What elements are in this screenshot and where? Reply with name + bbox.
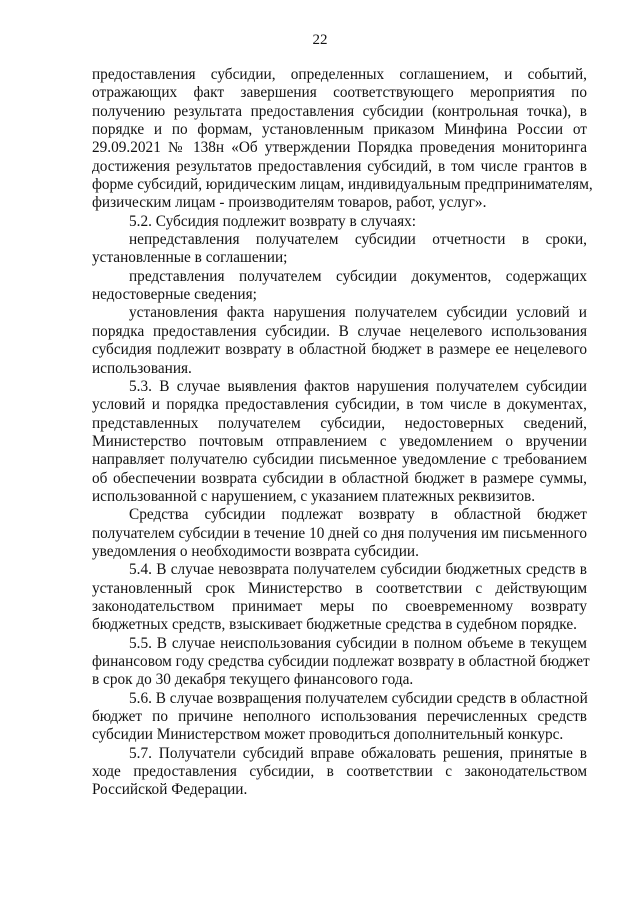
text-line: об обеспечении возврата субсидии в областной бюджет в размере суммы, [92, 469, 587, 487]
text-line: 5.2. Субсидия подлежит возврату в случаях: [129, 212, 417, 230]
text-line: Министерство почтовым отправлением с уведомлением о вручении [92, 432, 587, 450]
text-line: направляет получателю субсидии письменное уведомление с требованием [92, 451, 587, 469]
text-line: 5.4. В случае невозврата получателем субсидии бюджетных средств в [129, 561, 587, 579]
text-line: субсидии Министерством может проводиться дополнительный конкурс. [92, 726, 564, 744]
text-line: установленные в соглашении; [92, 249, 288, 267]
text-line: бюджетных средств, взыскивает бюджетные средства в судебном порядке. [92, 616, 577, 634]
text-line: получателем субсидии в течение 10 дней со дня получения им письменного [92, 524, 587, 542]
text-line: использования. [92, 359, 192, 377]
text-line: 29.09.2021 № 138н «Об утверждении Порядка проведения мониторинга [92, 139, 587, 157]
text-line: финансовом году средства субсидии подлежат возврату в областной бюджет [92, 653, 590, 670]
text-line: представления получателем субсидии документов, содержащих [129, 267, 587, 285]
text-line: условий и порядка предоставления субсидии, в том числе в документах, [92, 396, 587, 414]
text-line: субсидия подлежит возврату в областной бюджет в размере ее нецелевого [92, 341, 587, 359]
document-text [92, 66, 593, 800]
text-line: представленных получателем субсидии, недостоверных сведений, [92, 414, 587, 432]
text-line: порядке и по формам, установленным приказом Минфина России от [92, 121, 587, 139]
text-line: получению результата предоставления субсидии (контрольная точка), в [92, 102, 587, 120]
text-line: Российской Федерации. [92, 781, 248, 799]
text-line: непредставления получателем субсидии отчетности в сроки, [129, 231, 587, 249]
text-line: форме субсидий, юридическим лицам, индивидуальным предпринимателям, [92, 176, 593, 194]
text-line: порядка предоставления субсидии. В случае нецелевого использования [92, 322, 587, 340]
text-line: 5.7. Получатели субсидий вправе обжаловать решения, принятые в [129, 744, 587, 762]
text-line: уведомления о необходимости возврата субсидии. [92, 542, 419, 560]
text-line: 5.6. В случае возвращения получателем субсидии средств в областной [129, 689, 588, 707]
page-number: 22 [312, 32, 328, 48]
text-line: использованной с нарушением, с указанием платежных реквизитов. [92, 487, 536, 505]
text-line: отражающих факт завершения соответствующего мероприятия по [92, 84, 587, 102]
text-line: законодательством принимает меры по своевременному возврату [92, 597, 587, 615]
text-line: 5.5. В случае неиспользования субсидии в полном объеме в текущем [129, 634, 587, 652]
text-line: 5.3. В случае выявления фактов нарушения получателем субсидии [129, 377, 587, 395]
text-line: физическим лицам - производителям товаров, работ, услуг». [92, 194, 487, 212]
text-line: предоставления субсидии, определенных соглашением, и событий, [92, 66, 587, 83]
text-line: установления факта нарушения получателем субсидии условий и [129, 304, 587, 322]
text-line: установленный срок Министерство в соответствии с действующим [92, 579, 587, 597]
text-line: Средства субсидии подлежат возврату в областной бюджет [129, 506, 587, 524]
text-line: ходе предоставления субсидии, в соответствии с законодательством [92, 763, 587, 781]
text-line: бюджет по причине неполного использования перечисленных средств [92, 708, 587, 726]
text-line: недостоверные сведения; [92, 286, 257, 304]
text-line: достижения результатов предоставления субсидий, в том числе грантов в [92, 157, 587, 175]
text-line: в срок до 30 декабря текущего финансового года. [92, 671, 414, 689]
